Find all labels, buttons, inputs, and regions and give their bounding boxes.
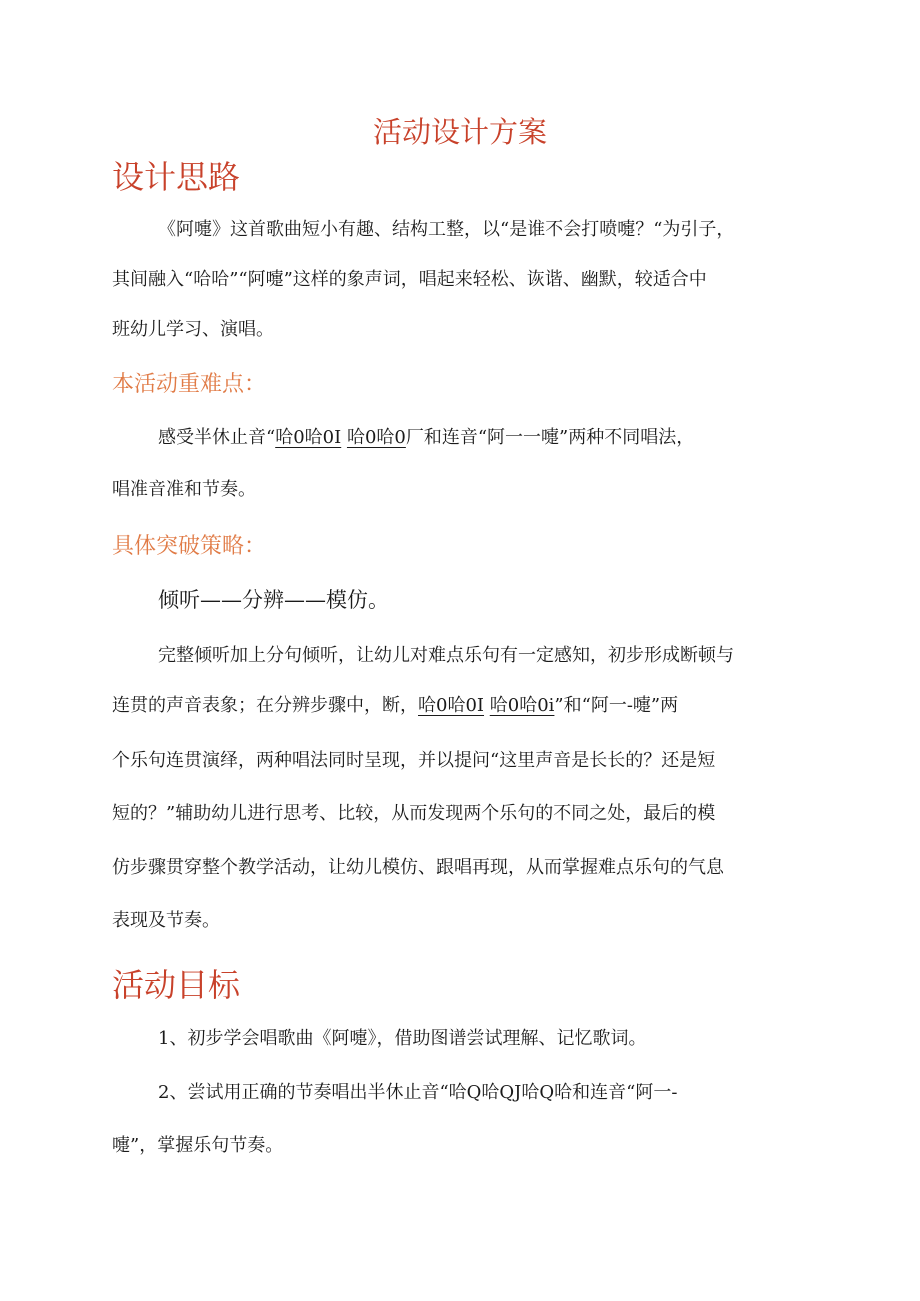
underlined-notation: 哈0哈0 <box>346 427 406 448</box>
text-segment: ”和“阿一-嚏”两 <box>554 695 679 716</box>
underlined-notation: 哈0哈0I <box>275 427 342 448</box>
paragraph-line: 完整倾听加上分句倾听，让幼儿对难点乐句有一定感知，初步形成断顿与 <box>158 645 734 666</box>
page-title: 活动设计方案 <box>372 115 547 149</box>
paragraph-line: 其间融入“哈哈”“阿嚏”这样的象声词，唱起来轻松、诙谐、幽默，较适合中 <box>112 269 707 290</box>
paragraph-line: 仿步骤贯穿整个教学活动，让幼儿模仿、跟唱再现，从而掌握难点乐句的气息 <box>112 857 724 878</box>
heading-strategy: 具体突破策略： <box>112 534 267 559</box>
paragraph-line <box>158 423 694 449</box>
strategy-line: 倾听——分辨——模仿。 <box>158 588 389 612</box>
goal-item: 1、初步学会唱歌曲《阿嚏》，借助图谱尝试理解、记忆歌词。 <box>158 1028 647 1049</box>
text-segment: 感受半休止音“ <box>158 427 276 448</box>
heading-key-difficulty: 本活动重难点： <box>112 372 267 397</box>
text-segment: 连贯的声音表象；在分辨步骤中，断， <box>112 695 418 716</box>
paragraph-line: 唱准音准和节奏。 <box>112 479 256 500</box>
heading-activity-goals: 活动目标 <box>112 966 241 1004</box>
paragraph-line <box>112 691 678 717</box>
underlined-notation: 哈0哈0i <box>489 695 555 716</box>
goal-item: 2、尝试用正确的节奏唱出半休止音“哈Q哈QJ哈Q哈和连音“阿一- <box>158 1082 678 1103</box>
heading-design-idea: 设计思路 <box>112 158 241 196</box>
paragraph-line: 个乐句连贯演绎，两种唱法同时呈现，并以提问“这里声音是长长的？还是短 <box>112 750 716 771</box>
underlined-notation: 哈0哈0I <box>418 695 485 716</box>
paragraph-line: 班幼儿学习、演唱。 <box>112 319 274 340</box>
paragraph-line: 嚏”，掌握乐句节奏。 <box>112 1135 284 1156</box>
paragraph-line: 表现及节奏。 <box>112 910 220 931</box>
text-segment: 厂和连音“阿一一嚏”两种不同唱法， <box>405 427 695 448</box>
paragraph-line: 《阿嚏》这首歌曲短小有趣、结构工整，以“是谁不会打喷嚏？“为引子， <box>158 219 735 240</box>
paragraph-line: 短的？”辅助幼儿进行思考、比较，从而发现两个乐句的不同之处，最后的模 <box>112 803 716 824</box>
